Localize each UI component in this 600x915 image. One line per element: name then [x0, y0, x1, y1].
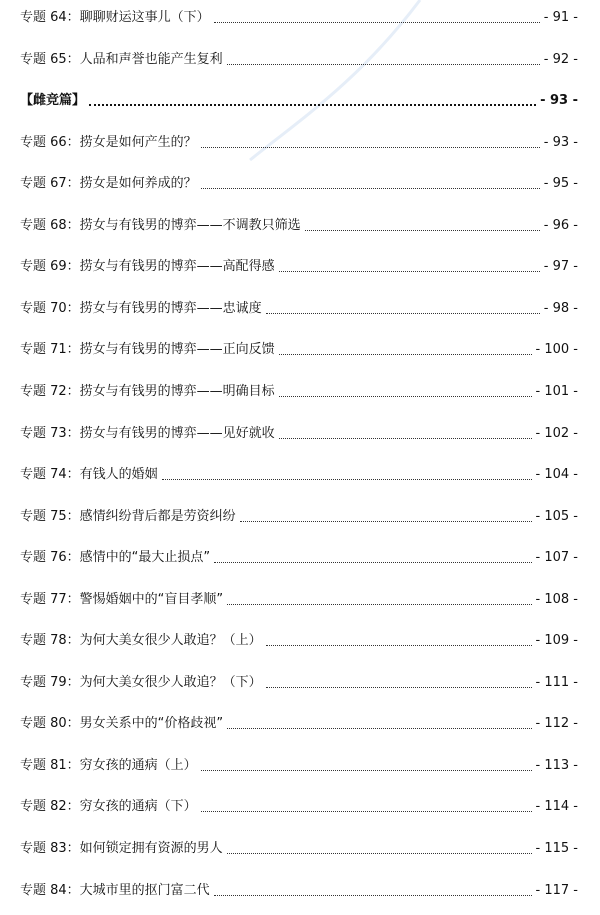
toc-entry[interactable] [20, 837, 578, 857]
toc-entry[interactable] [20, 297, 578, 317]
toc-entry-title: 专题 78：为何大美女很少人敢追？（上） [20, 633, 262, 649]
toc-page-number: - 111 - [535, 674, 578, 690]
toc-dot-leader [227, 64, 540, 65]
toc-dot-leader [214, 22, 540, 23]
toc-page-number: - 100 - [535, 342, 578, 358]
toc-entry-title: 专题 66：捞女是如何产生的？ [20, 134, 197, 150]
toc-page-number: - 102 - [535, 425, 578, 441]
toc-page-number: - 115 - [535, 841, 578, 856]
toc-entry[interactable] [20, 879, 578, 899]
toc-dot-leader [162, 479, 532, 480]
toc-page-number: - 98 - [543, 300, 578, 316]
toc-dot-leader [214, 895, 532, 896]
toc-entry-title: 专题 64：聊聊财运这事儿（下） [20, 10, 210, 25]
toc-page-number: - 95 - [543, 176, 578, 192]
toc-entry-title: 专题 84：大城市里的抠门富二代 [20, 882, 210, 898]
toc-entry[interactable] [20, 505, 578, 525]
toc-page-number: - 109 - [535, 633, 578, 649]
toc-entry[interactable] [20, 754, 578, 774]
toc-entry-title: 专题 81：穷女孩的通病（上） [20, 757, 197, 773]
toc-page-number: - 104 - [535, 467, 578, 482]
toc-entry[interactable] [20, 172, 578, 192]
toc-entry[interactable] [20, 588, 578, 608]
toc-entry-title: 专题 65：人品和声誉也能产生复利 [20, 51, 223, 67]
toc-page-number: - 92 - [543, 51, 578, 67]
toc-dot-leader [266, 645, 532, 646]
toc-page-number: - 96 - [543, 217, 578, 233]
toc-entry-title: 【雌竞篇】 [20, 93, 86, 109]
toc-dot-leader [89, 104, 536, 106]
toc-dot-leader [214, 562, 531, 563]
toc-page-number: - 107 - [535, 550, 578, 566]
toc-page-number: - 91 - [543, 10, 578, 25]
toc-dot-leader [227, 728, 531, 729]
toc-dot-leader [279, 438, 532, 439]
toc-page-number: - 112 - [535, 716, 578, 732]
toc-entry-title: 专题 79：为何大美女很少人敢追？（下） [20, 674, 262, 690]
toc-dot-leader [201, 770, 532, 771]
toc-entry-title: 专题 69：捞女与有钱男的博弈——高配得感 [20, 259, 275, 275]
toc-dot-leader [227, 853, 532, 854]
toc-page-number: - 93 - [543, 134, 578, 150]
toc-page-number: - 93 - [540, 93, 578, 109]
toc-entry[interactable] [20, 671, 578, 691]
toc-section-heading[interactable] [20, 89, 578, 109]
toc-entry[interactable] [20, 131, 578, 151]
toc-entry[interactable] [20, 214, 578, 234]
toc-entry-title: 专题 68：捞女与有钱男的博弈——不调教只筛选 [20, 217, 301, 233]
toc-entry-title: 专题 80：男女关系中的“价格歧视” [20, 716, 224, 732]
toc-entry[interactable] [20, 629, 578, 649]
toc-entry[interactable] [20, 795, 578, 815]
toc-entry-title: 专题 72：捞女与有钱男的博弈——明确目标 [20, 383, 275, 399]
toc-entry[interactable] [20, 422, 578, 442]
toc-entry-title: 专题 82：穷女孩的通病（下） [20, 799, 197, 815]
toc-dot-leader [305, 230, 540, 231]
toc-entry[interactable] [20, 380, 578, 400]
toc-entry-title: 专题 71：捞女与有钱男的博弈——正向反馈 [20, 342, 275, 358]
toc-entry-title: 专题 76：感情中的“最大止损点” [20, 550, 211, 566]
toc-entry-title: 专题 83：如何锁定拥有资源的男人 [20, 841, 223, 856]
toc-entry[interactable] [20, 546, 578, 566]
toc-dot-leader [279, 354, 532, 355]
toc-dot-leader [266, 313, 540, 314]
toc-dot-leader [279, 396, 532, 397]
toc-entry-title: 专题 74：有钱人的婚姻 [20, 467, 158, 482]
toc-page-number: - 108 - [535, 591, 578, 607]
toc-page-number: - 114 - [535, 799, 578, 815]
toc-page-number: - 101 - [535, 383, 578, 399]
toc-dot-leader [227, 604, 531, 605]
toc-entry[interactable] [20, 48, 578, 68]
toc-entry[interactable] [20, 255, 578, 275]
toc-dot-leader [201, 147, 540, 148]
toc-entry[interactable] [20, 6, 578, 26]
toc-entry[interactable] [20, 338, 578, 358]
toc-page-number: - 105 - [535, 508, 578, 524]
toc-page-number: - 113 - [535, 757, 578, 773]
toc-dot-leader [279, 271, 540, 272]
toc-page-number: - 117 - [535, 882, 578, 898]
toc-dot-leader [201, 811, 532, 812]
toc-dot-leader [240, 521, 532, 522]
toc-entry[interactable] [20, 712, 578, 732]
toc-entry-title: 专题 77：警惕婚姻中的“盲目孝顺” [20, 591, 224, 607]
toc-entry-title: 专题 75：感情纠纷背后都是劳资纠纷 [20, 508, 236, 524]
toc-entry-title: 专题 67：捞女是如何养成的？ [20, 176, 197, 192]
toc-entry-title: 专题 70：捞女与有钱男的博弈——忠诚度 [20, 300, 262, 316]
toc-page-number: - 97 - [543, 259, 578, 275]
toc-dot-leader [201, 188, 540, 189]
toc-entry-title: 专题 73：捞女与有钱男的博弈——见好就收 [20, 425, 275, 441]
toc-entry[interactable] [20, 463, 578, 483]
toc-dot-leader [266, 687, 532, 688]
